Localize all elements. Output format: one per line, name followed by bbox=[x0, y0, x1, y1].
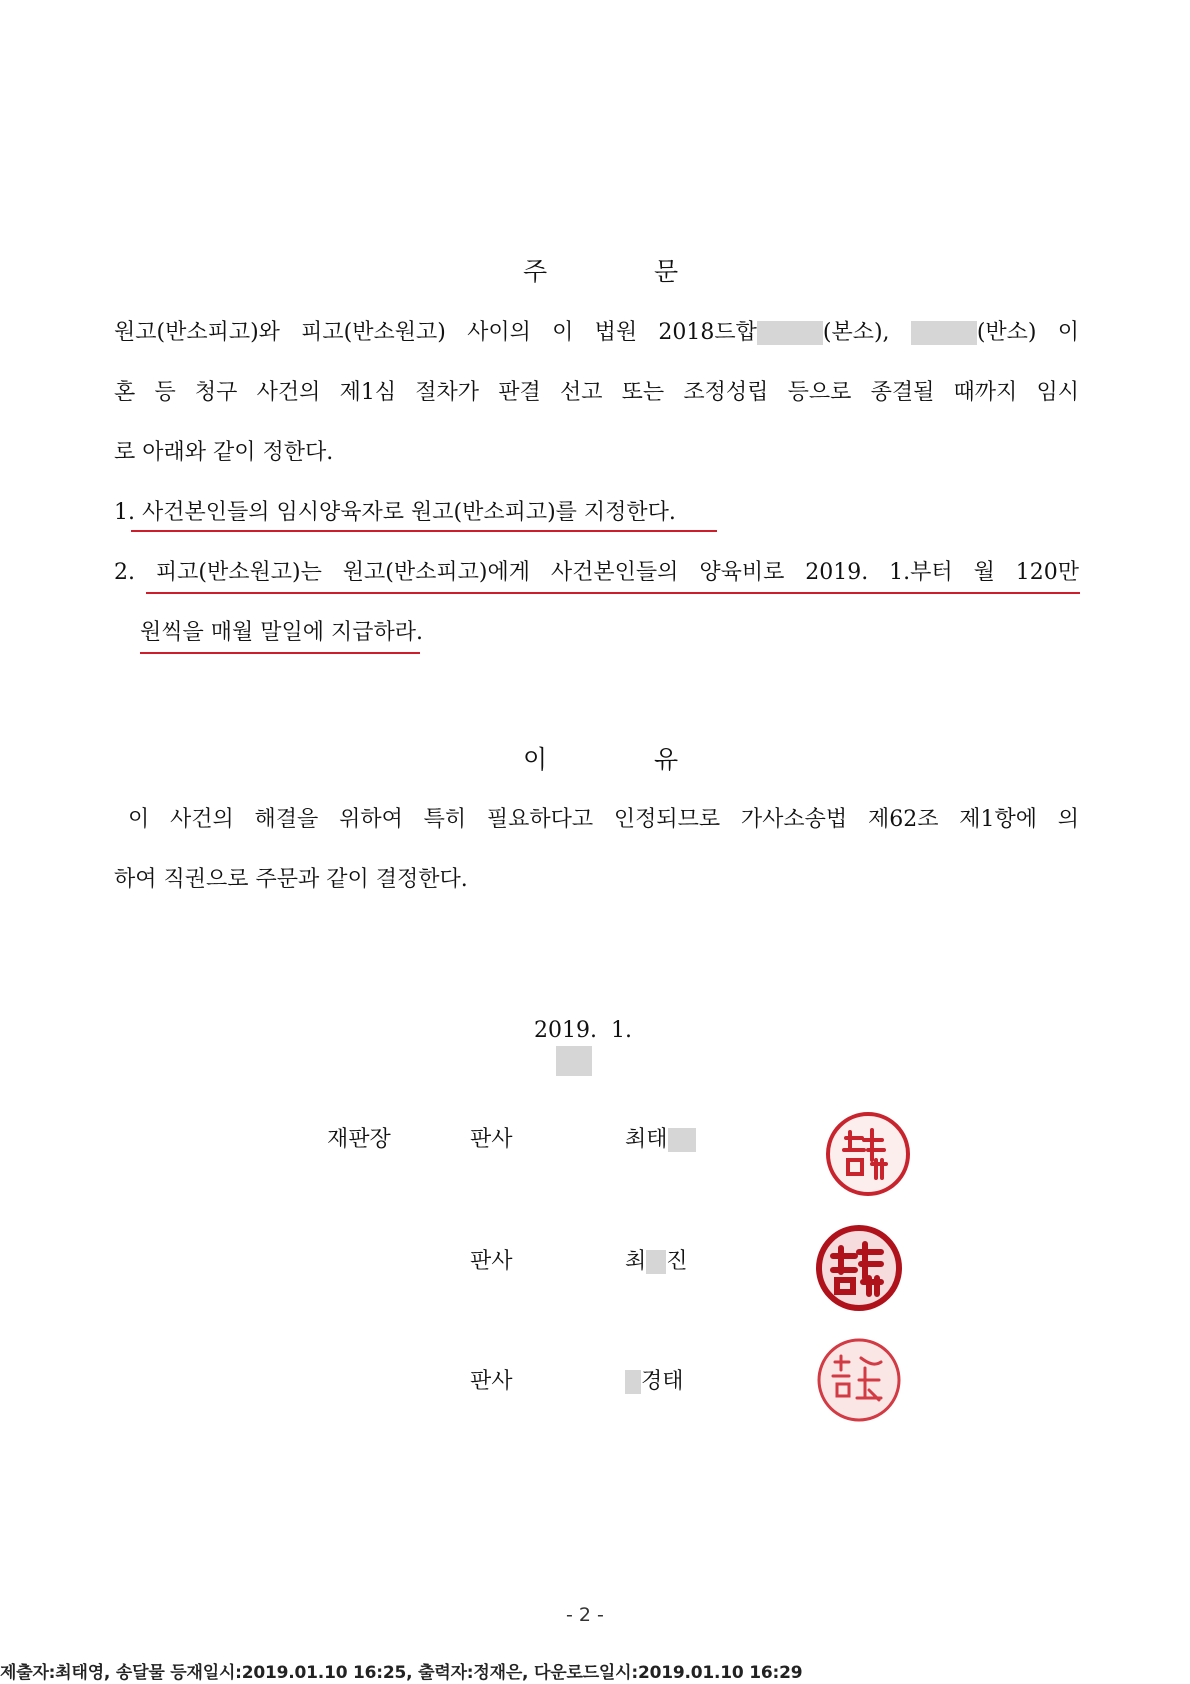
judge-2-name-part-a: 최 bbox=[625, 1249, 647, 1274]
judge-1-seal-icon bbox=[820, 1106, 916, 1202]
redacted-judge-3-name bbox=[625, 1370, 641, 1394]
order-item-1: 1. 사건본인들의 임시양육자로 원고(반소피고)를 지정한다. bbox=[114, 500, 676, 525]
judge-1-name-text: 최태 bbox=[625, 1127, 668, 1152]
reason-line-2: 하여 직권으로 주문과 같이 결정한다. bbox=[114, 867, 468, 892]
order-line-3: 로 아래와 같이 정한다. bbox=[114, 440, 334, 465]
order-item-2-line-2: 원씩을 매월 말일에 지급하라. bbox=[140, 620, 423, 645]
redacted-case-number-1 bbox=[757, 321, 823, 345]
emphasis-underline-2 bbox=[146, 592, 1080, 594]
presiding-judge-title: 재판장 bbox=[327, 1127, 391, 1152]
order-line-1 bbox=[114, 318, 1079, 348]
emphasis-underline-3 bbox=[140, 652, 420, 654]
redacted-judge-1-name bbox=[668, 1128, 696, 1152]
order-line-1-part-c: (반소) 이 bbox=[976, 320, 1079, 345]
judge-3-name-text: 경태 bbox=[641, 1369, 684, 1394]
judge-2-name bbox=[625, 1244, 688, 1275]
reason-heading-char2: 유 bbox=[654, 745, 679, 774]
redacted-judge-2-name bbox=[646, 1250, 666, 1274]
download-info-footer: 제출자:최태영, 송달물 등재일시:2019.01.10 16:25, 출력자:정재은, 다운로드일시:2019.01.10 16:29 bbox=[0, 1663, 803, 1683]
order-line-2: 혼 등 청구 사건의 제1심 절차가 판결 선고 또는 조정성립 등으로 종결될 때까지 임시 bbox=[114, 380, 1079, 405]
judge-2-seal-icon bbox=[811, 1220, 907, 1316]
decision-date-text: 2019. 1. bbox=[534, 1018, 632, 1043]
judge-2-name-part-b: 진 bbox=[666, 1249, 688, 1274]
order-heading-char1: 주 bbox=[523, 257, 548, 286]
judge-3-name bbox=[625, 1364, 684, 1395]
redacted-case-number-2 bbox=[911, 321, 977, 345]
judge-3-role: 판사 bbox=[470, 1369, 513, 1394]
redacted-day bbox=[556, 1046, 592, 1076]
order-line-1-part-b: (본소), bbox=[822, 320, 890, 345]
order-item-2-line-1: 2. 피고(반소원고)는 원고(반소피고)에게 사건본인들의 양육비로 2019. 1.부터 월 120만 bbox=[114, 560, 1079, 585]
judge-1-role: 판사 bbox=[470, 1127, 513, 1152]
order-heading-char2: 문 bbox=[654, 257, 679, 286]
page-number: - 2 - bbox=[566, 1604, 604, 1626]
emphasis-underline-1 bbox=[131, 530, 717, 532]
judge-1-name bbox=[625, 1122, 696, 1153]
order-line-1-part-a: 원고(반소피고)와 피고(반소원고) 사이의 이 법원 2018드합 bbox=[114, 320, 757, 345]
decision-date bbox=[520, 986, 632, 1076]
judge-3-seal-icon bbox=[811, 1332, 907, 1428]
reason-line-1: 이 사건의 해결을 위하여 특히 필요하다고 인정되므로 가사소송법 제62조 제1항에 의 bbox=[128, 807, 1079, 832]
reason-heading-char1: 이 bbox=[523, 745, 548, 774]
judge-2-role: 판사 bbox=[470, 1249, 513, 1274]
